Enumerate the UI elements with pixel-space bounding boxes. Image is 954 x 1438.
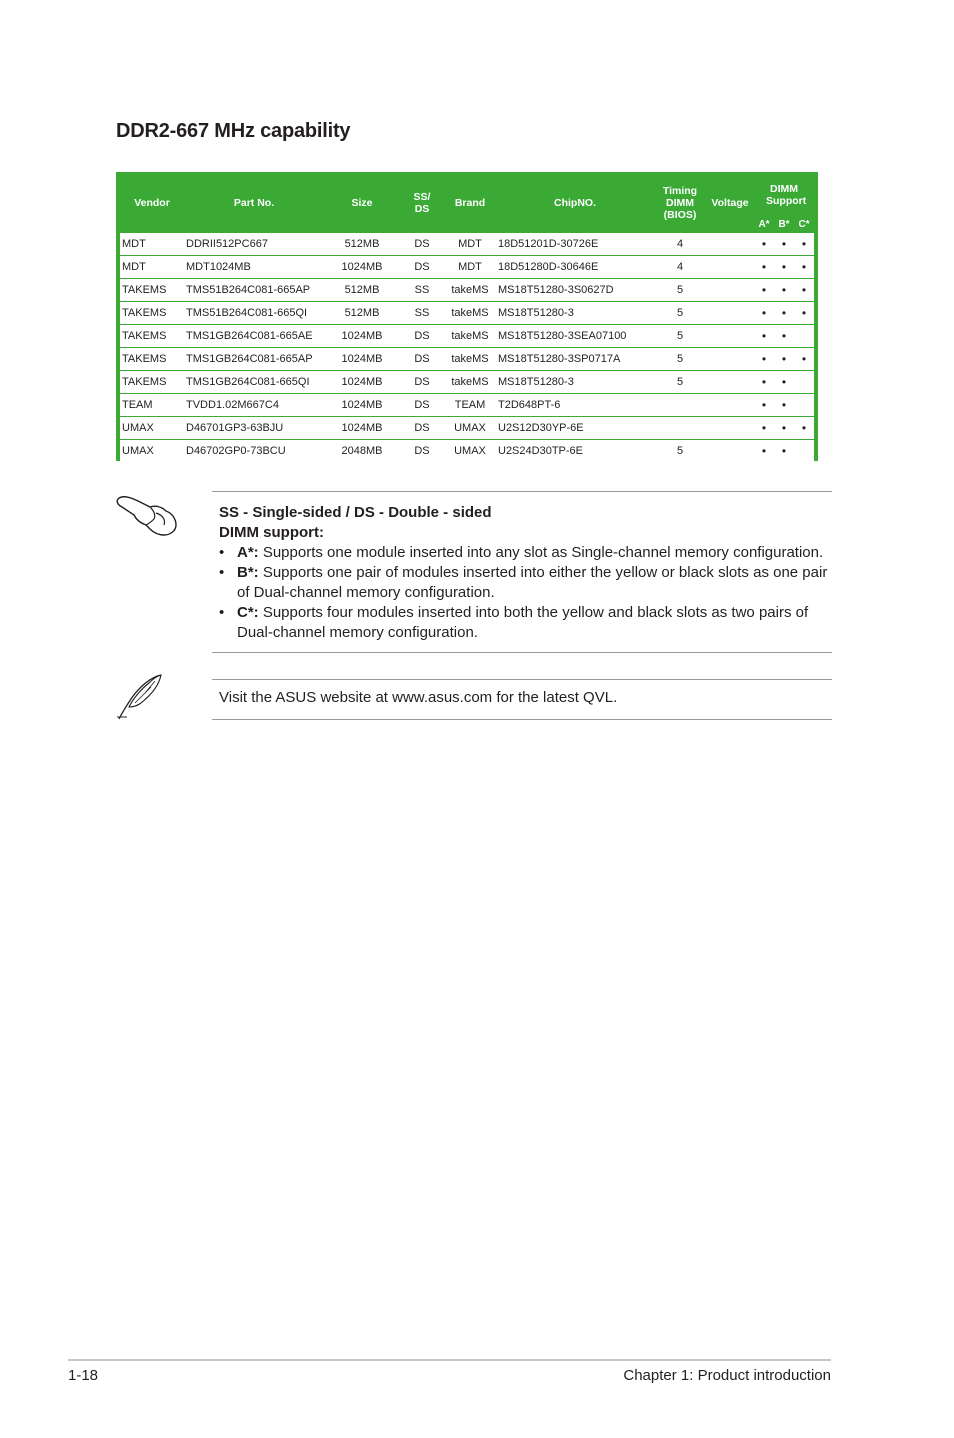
qvl-table-body — [120, 233, 814, 462]
cell-b: • — [774, 417, 794, 440]
cell-timing: 5 — [654, 325, 706, 348]
cell-a: • — [754, 279, 774, 302]
cell-vendor: TAKEMS — [120, 325, 184, 348]
cell-ss-ds: DS — [400, 233, 444, 256]
cell-b: • — [774, 256, 794, 279]
cell-brand: TEAM — [444, 394, 496, 417]
cell-vendor: TAKEMS — [120, 302, 184, 325]
cell-a: • — [754, 440, 774, 463]
cell-b: • — [774, 348, 794, 371]
cell-b: • — [774, 233, 794, 256]
cell-vendor: TAKEMS — [120, 279, 184, 302]
cell-timing — [654, 394, 706, 417]
table-row — [120, 302, 814, 325]
table-row — [120, 325, 814, 348]
cell-timing: 4 — [654, 256, 706, 279]
cell-ss-ds: DS — [400, 348, 444, 371]
cell-voltage — [706, 325, 754, 348]
cell-part-no: TVDD1.02M667C4 — [184, 394, 324, 417]
cell-size: 1024MB — [324, 394, 400, 417]
cell-part-no: TMS51B264C081-665AP — [184, 279, 324, 302]
pointing-hand-icon — [116, 489, 180, 537]
header-voltage: Voltage — [711, 196, 749, 209]
header-part-no: Part No. — [233, 196, 275, 209]
cell-timing: 5 — [654, 371, 706, 394]
header-brand: Brand — [454, 196, 486, 209]
cell-a: • — [754, 394, 774, 417]
cell-b: • — [774, 279, 794, 302]
cell-vendor: MDT — [120, 256, 184, 279]
bullet-c: • C*: Supports four modules inserted into both the yellow and black slots as two pairs of Dual-channel memory configuration. — [219, 604, 809, 641]
sided-dimm-support-note — [212, 491, 832, 653]
cell-chip-no: MS18T51280-3SP0717A — [496, 348, 654, 371]
table-row — [120, 440, 814, 463]
cell-brand: takeMS — [444, 302, 496, 325]
quill-pen-icon — [115, 673, 165, 721]
cell-size: 512MB — [324, 279, 400, 302]
header-b: B* — [778, 219, 790, 230]
bullet-b: • B*: Supports one pair of modules inserted into either the yellow or black slots as one pair of Dual-channel memory configuration. — [219, 564, 828, 601]
cell-brand: takeMS — [444, 371, 496, 394]
cell-voltage — [706, 279, 754, 302]
cell-voltage — [706, 302, 754, 325]
cell-c — [794, 371, 814, 394]
chapter-title: Chapter 1: Product introduction — [623, 1367, 831, 1384]
cell-timing: 5 — [654, 302, 706, 325]
cell-ss-ds: SS — [400, 302, 444, 325]
cell-part-no: D46701GP3-63BJU — [184, 417, 324, 440]
cell-a: • — [754, 417, 774, 440]
header-dimm-support: DIMM Support — [766, 182, 807, 207]
cell-vendor: UMAX — [120, 440, 184, 463]
table-row — [120, 417, 814, 440]
cell-part-no: TMS1GB264C081-665AP — [184, 348, 324, 371]
cell-c: • — [794, 348, 814, 371]
cell-chip-no: T2D648PT-6 — [496, 394, 654, 417]
table-row — [120, 394, 814, 417]
cell-voltage — [706, 440, 754, 463]
cell-b: • — [774, 302, 794, 325]
table-row — [120, 233, 814, 256]
cell-size: 512MB — [324, 233, 400, 256]
cell-c — [794, 394, 814, 417]
cell-brand: takeMS — [444, 325, 496, 348]
cell-chip-no: U2S24D30TP-6E — [496, 440, 654, 463]
header-chip-no: ChipNO. — [554, 196, 596, 209]
cell-a: • — [754, 325, 774, 348]
header-timing: Timing DIMM (BIOS) — [662, 184, 698, 221]
cell-voltage — [706, 371, 754, 394]
cell-chip-no: MS18T51280-3 — [496, 371, 654, 394]
cell-a: • — [754, 371, 774, 394]
cell-chip-no: MS18T51280-3S0627D — [496, 279, 654, 302]
cell-a: • — [754, 348, 774, 371]
cell-chip-no: 18D51201D-30726E — [496, 233, 654, 256]
cell-a: • — [754, 233, 774, 256]
cell-chip-no: 18D51280D-30646E — [496, 256, 654, 279]
cell-ss-ds: DS — [400, 440, 444, 463]
header-size: Size — [351, 196, 373, 209]
cell-ss-ds: DS — [400, 256, 444, 279]
cell-timing: 4 — [654, 233, 706, 256]
cell-chip-no: U2S12D30YP-6E — [496, 417, 654, 440]
bullet-a: • A*: Supports one module inserted into any slot as Single-channel memory configuration. — [219, 544, 824, 561]
cell-size: 1024MB — [324, 417, 400, 440]
cell-b: • — [774, 371, 794, 394]
cell-timing: 5 — [654, 279, 706, 302]
cell-b: • — [774, 325, 794, 348]
cell-c — [794, 440, 814, 463]
cell-ss-ds: DS — [400, 325, 444, 348]
cell-c — [794, 325, 814, 348]
header-c: C* — [798, 219, 810, 230]
cell-size: 512MB — [324, 302, 400, 325]
cell-b: • — [774, 394, 794, 417]
cell-vendor: TEAM — [120, 394, 184, 417]
cell-size: 1024MB — [324, 325, 400, 348]
cell-c: • — [794, 256, 814, 279]
cell-c: • — [794, 233, 814, 256]
header-ss-ds: SS/ DS — [413, 190, 431, 215]
cell-c: • — [794, 302, 814, 325]
cell-vendor: MDT — [120, 233, 184, 256]
table-row — [120, 279, 814, 302]
cell-brand: UMAX — [444, 440, 496, 463]
cell-b: • — [774, 440, 794, 463]
dimm-support-heading: DIMM support: — [219, 524, 324, 541]
cell-timing: 5 — [654, 440, 706, 463]
cell-vendor: TAKEMS — [120, 348, 184, 371]
cell-voltage — [706, 233, 754, 256]
cell-part-no: TMS1GB264C081-665AE — [184, 325, 324, 348]
header-vendor: Vendor — [134, 196, 170, 209]
cell-brand: takeMS — [444, 279, 496, 302]
qvl-website-note: Visit the ASUS website at www.asus.com for the latest QVL. — [212, 679, 832, 720]
cell-vendor: UMAX — [120, 417, 184, 440]
cell-a: • — [754, 256, 774, 279]
footer-rule — [68, 1359, 831, 1361]
cell-size: 2048MB — [324, 440, 400, 463]
cell-part-no: DDRII512PC667 — [184, 233, 324, 256]
cell-chip-no: MS18T51280-3SEA07100 — [496, 325, 654, 348]
sided-legend: SS - Single-sided / DS - Double - sided — [219, 504, 492, 521]
table-row — [120, 348, 814, 371]
page-title: DDR2-667 MHz capability — [116, 120, 351, 142]
cell-voltage — [706, 256, 754, 279]
cell-voltage — [706, 348, 754, 371]
cell-ss-ds: DS — [400, 394, 444, 417]
cell-vendor: TAKEMS — [120, 371, 184, 394]
cell-chip-no: MS18T51280-3 — [496, 302, 654, 325]
cell-part-no: TMS51B264C081-665QI — [184, 302, 324, 325]
cell-ss-ds: DS — [400, 417, 444, 440]
cell-brand: MDT — [444, 233, 496, 256]
table-row — [120, 256, 814, 279]
qvl-table — [120, 172, 814, 462]
cell-part-no: D46702GP0-73BCU — [184, 440, 324, 463]
cell-size: 1024MB — [324, 256, 400, 279]
cell-brand: UMAX — [444, 417, 496, 440]
cell-c: • — [794, 417, 814, 440]
cell-size: 1024MB — [324, 348, 400, 371]
cell-brand: takeMS — [444, 348, 496, 371]
cell-ss-ds: DS — [400, 371, 444, 394]
cell-size: 1024MB — [324, 371, 400, 394]
cell-timing: 5 — [654, 348, 706, 371]
cell-part-no: TMS1GB264C081-665QI — [184, 371, 324, 394]
cell-brand: MDT — [444, 256, 496, 279]
cell-timing — [654, 417, 706, 440]
page-number: 1-18 — [68, 1367, 99, 1384]
qvl-table-container — [116, 172, 818, 461]
cell-part-no: MDT1024MB — [184, 256, 324, 279]
cell-a: • — [754, 302, 774, 325]
cell-voltage — [706, 417, 754, 440]
table-row — [120, 371, 814, 394]
header-a: A* — [758, 219, 770, 230]
cell-c: • — [794, 279, 814, 302]
cell-ss-ds: SS — [400, 279, 444, 302]
cell-voltage — [706, 394, 754, 417]
